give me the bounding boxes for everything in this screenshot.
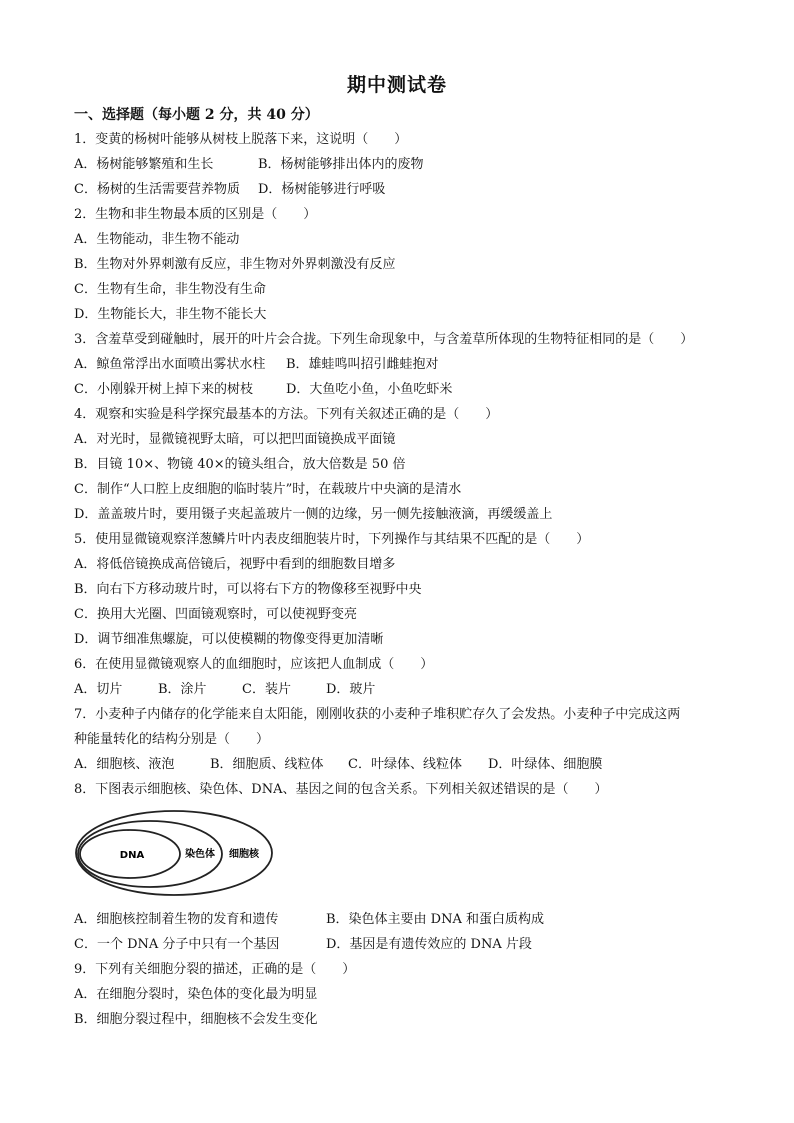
option-d: D．基因是有遗传效应的 DNA 片段	[326, 937, 532, 952]
page-title: 期中测试卷	[346, 74, 447, 96]
option-c: C．装片	[242, 682, 291, 697]
option-c: C．小刚躲开树上掉下来的树枝	[74, 382, 253, 397]
question-2-option-c: C．生物有生命，非生物没有生命	[74, 282, 266, 297]
question-2-option-b: B．生物对外界刺激有反应，非生物对外界刺激没有反应	[74, 257, 396, 272]
question-7-stem-line-1: 7．小麦种子内储存的化学能来自太阳能，刚刚收获的小麦种子堆积贮存久了会发热。小麦种子中完成这两	[74, 707, 681, 722]
question-6-stem: 6．在使用显微镜观察人的血细胞时，应该把人血制成（ ）	[74, 657, 434, 672]
question-3-options-row-2	[74, 381, 452, 399]
question-1-options-row-1	[74, 156, 424, 174]
section-heading: 一、选择题（每小题 2 分，共 40 分）	[74, 107, 319, 123]
option-b: B．雄蛙鸣叫招引雌蛙抱对	[286, 357, 439, 372]
option-c: C．一个 DNA 分子中只有一个基因	[74, 937, 280, 952]
chromosome-label: 染色体	[185, 849, 215, 860]
question-3-options-row-1	[74, 356, 439, 374]
option-d: D．叶绿体、细胞膜	[488, 757, 603, 772]
option-b: B．细胞质、线粒体	[210, 757, 324, 772]
question-4-option-b: B．目镜 10×、物镜 40×的镜头组合，放大倍数是 50 倍	[74, 457, 406, 472]
option-b: B．染色体主要由 DNA 和蛋白质构成	[326, 912, 545, 927]
question-9-option-b: B．细胞分裂过程中，细胞核不会发生变化	[74, 1012, 318, 1027]
question-5-option-b: B．向右下方移动玻片时，可以将右下方的物像移至视野中央	[74, 582, 422, 597]
question-4-option-a: A．对光时，显微镜视野太暗，可以把凹面镜换成平面镜	[74, 432, 396, 447]
question-8-options-row-1	[74, 911, 544, 929]
question-2-option-d: D．生物能长大，非生物不能长大	[74, 307, 267, 322]
question-5-option-a: A．将低倍镜换成高倍镜后，视野中看到的细胞数目增多	[74, 557, 396, 572]
nesting-diagram	[74, 808, 274, 898]
question-3-stem: 3．含羞草受到碰触时，展开的叶片会合拢。下列生命现象中，与含羞草所体现的生物特征相同的是（ ）	[74, 332, 694, 347]
nucleus-label: 细胞核	[229, 849, 259, 860]
question-7-options	[74, 756, 602, 774]
question-7-stem-line-2: 种能量转化的结构分别是（ ）	[74, 732, 270, 747]
option-a: A．细胞核、液泡	[74, 757, 175, 772]
question-2-stem: 2．生物和非生物最本质的区别是（ ）	[74, 207, 317, 222]
option-b: B．杨树能够排出体内的废物	[258, 157, 424, 172]
question-6-options	[74, 681, 375, 699]
question-5-option-c: C．换用大光圈、凹面镜观察时，可以使视野变亮	[74, 607, 357, 622]
option-a: A．细胞核控制着生物的发育和遗传	[74, 912, 279, 927]
option-d: D．大鱼吃小鱼，小鱼吃虾米	[286, 382, 453, 397]
question-9-option-a: A．在细胞分裂时，染色体的变化最为明显	[74, 987, 318, 1002]
option-b: B．涂片	[158, 682, 207, 697]
question-2-option-a: A．生物能动，非生物不能动	[74, 232, 240, 247]
dna-label: DNA	[119, 850, 145, 861]
option-d: D．杨树能够进行呼吸	[258, 182, 386, 197]
question-8-options-row-2	[74, 936, 532, 954]
question-8-stem: 8．下图表示细胞核、染色体、DNA、基因之间的包含关系。下列相关叙述错误的是（ ）	[74, 782, 608, 797]
question-5-option-d: D．调节细准焦螺旋，可以使模糊的物像变得更加清晰	[74, 632, 384, 647]
question-4-option-c: C．制作“人口腔上皮细胞的临时装片”时，在载玻片中央滴的是清水	[74, 482, 462, 497]
option-a: A．鲸鱼常浮出水面喷出雾状水柱	[74, 357, 266, 372]
option-c: C．叶绿体、线粒体	[348, 757, 462, 772]
question-5-stem: 5．使用显微镜观察洋葱鳞片叶内表皮细胞装片时，下列操作与其结果不匹配的是（ ）	[74, 532, 590, 547]
option-a: A．切片	[74, 682, 123, 697]
question-4-stem: 4．观察和实验是科学探究最基本的方法。下列有关叙述正确的是（ ）	[74, 407, 499, 422]
question-1-options-row-2	[74, 181, 385, 199]
question-9-stem: 9．下列有关细胞分裂的描述，正确的是（ ）	[74, 962, 356, 977]
question-1-stem: 1．变黄的杨树叶能够从树枝上脱落下来，这说明（ ）	[74, 132, 408, 147]
question-4-option-d: D．盖盖玻片时，要用镊子夹起盖玻片一侧的边缘，另一侧先接触液滴，再缓缓盖上	[74, 507, 553, 522]
nesting-diagram-svg	[74, 808, 274, 898]
option-c: C．杨树的生活需要营养物质	[74, 182, 240, 197]
option-a: A．杨树能够繁殖和生长	[74, 157, 214, 172]
option-d: D．玻片	[326, 682, 376, 697]
